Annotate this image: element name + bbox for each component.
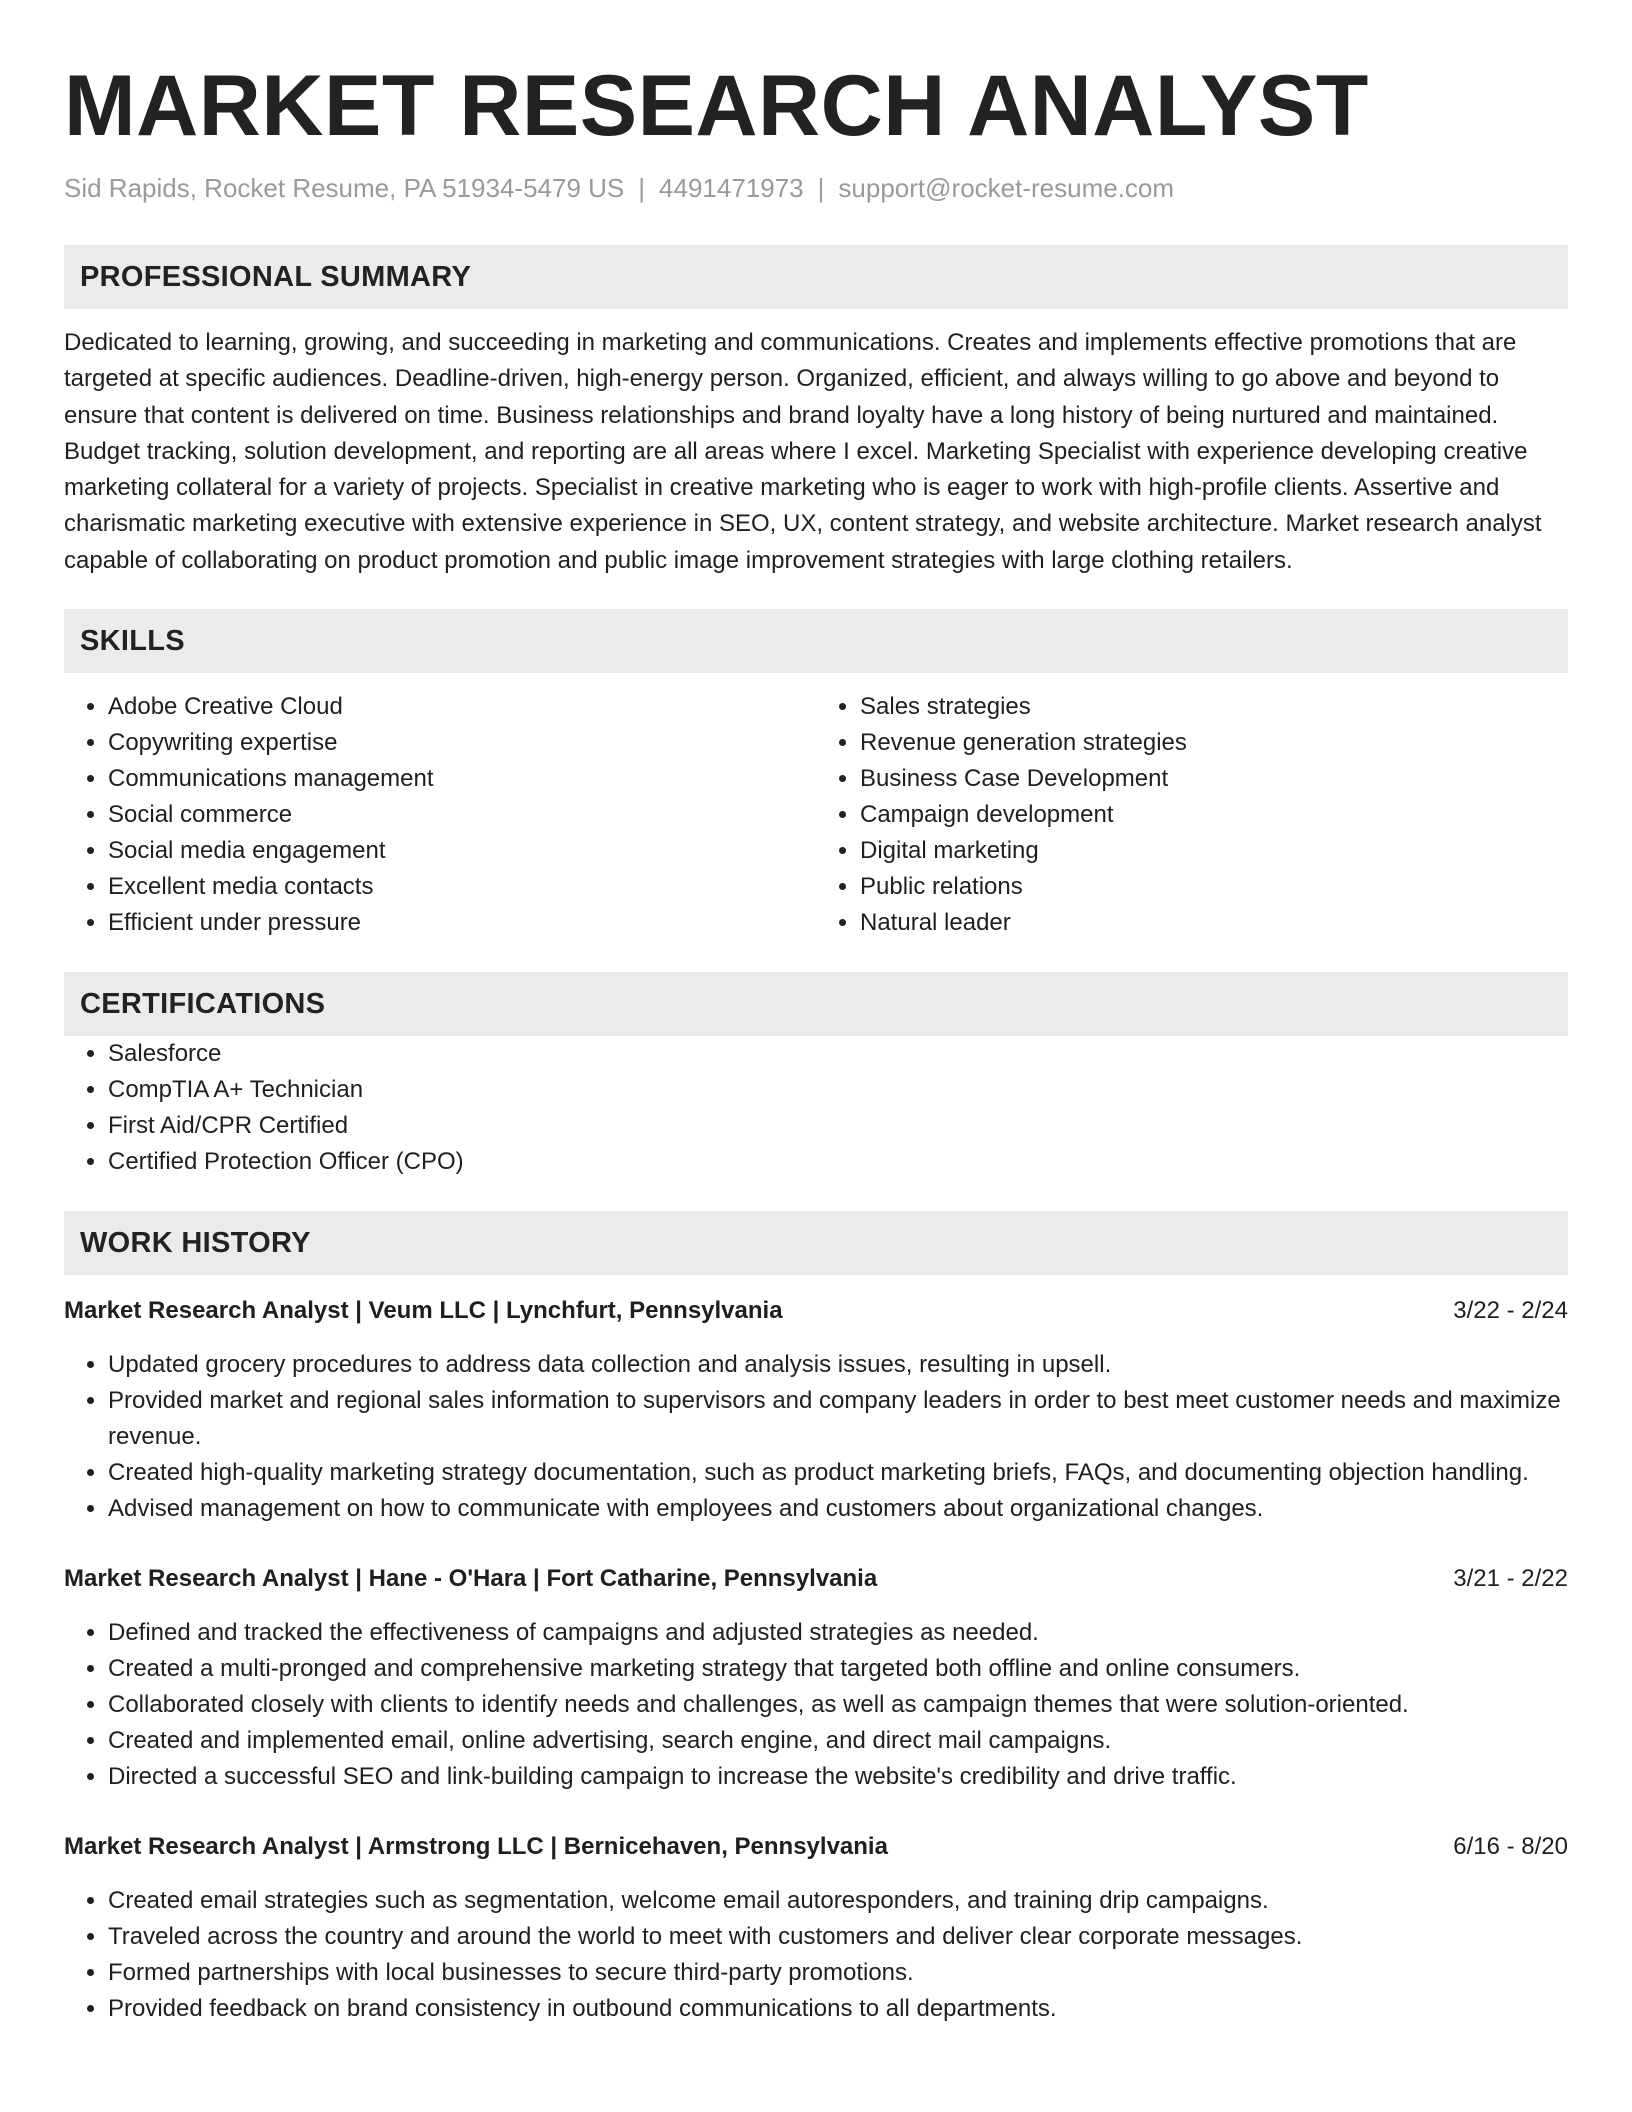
summary-text: Dedicated to learning, growing, and succeeding in marketing and communications. Creates and implements effective promotions that are targeted at specific audiences. Deadline-driven, high-energy person. Organized, efficient, and always willing to go above and beyond to ensure that content is delivered on time. Business relationships and brand loyalty have a long history of being nurtured and maintained. Budget tracking, solution development, and reporting are all areas where I excel. Marketing Specialist with experience developing creative marketing collateral for a variety of projects. Specialist in creative marketing who is eager to work with high-profile clients. Assertive and charismatic marketing executive with extensive experience in SEO, UX, content strategy, and website architecture. Market research analyst capable of collaborating on product promotion and public image improvement strategies with large clothing retailers.: [64, 329, 1542, 574]
skills-list-left: [64, 689, 816, 941]
skills-columns: [64, 689, 1568, 941]
job-bullet: • Provided market and regional sales information to supervisors and company leaders in order to best meet customer needs and maximize revenue.: [108, 1383, 1568, 1455]
contact-phone: 4491471973: [659, 173, 804, 203]
job-bullet: • Advised management on how to communicate with employees and customers about organizational changes.: [108, 1491, 1568, 1527]
job-dates: 3/21 - 2/22: [1453, 1565, 1568, 1593]
resume-page: [64, 0, 1568, 2027]
job-title: Market Research Analyst | Hane - O'Hara | Fort Catharine, Pennsylvania: [64, 1565, 878, 1593]
contact-separator: |: [817, 173, 825, 203]
skill-item: • Copywriting expertise: [108, 725, 816, 761]
contact-address: Sid Rapids, Rocket Resume, PA 51934-5479 US: [64, 173, 625, 203]
job-bullet: • Directed a successful SEO and link-building campaign to increase the website's credibility and drive traffic.: [108, 1759, 1568, 1795]
certification-item: • First Aid/CPR Certified: [108, 1108, 1568, 1144]
contact-line: [64, 170, 1568, 206]
skill-item: • Adobe Creative Cloud: [108, 689, 816, 725]
job-entry: [64, 1561, 1568, 1795]
skill-item: • Efficient under pressure: [108, 905, 816, 941]
job-bullet: • Traveled across the country and around the world to meet with customers and deliver clear corporate messages.: [108, 1919, 1568, 1955]
skill-item: • Natural leader: [860, 905, 1568, 941]
job-title: Market Research Analyst | Armstrong LLC | Bernicehaven, Pennsylvania: [64, 1833, 888, 1861]
skill-item: • Excellent media contacts: [108, 869, 816, 905]
job-bullet: • Defined and tracked the effectiveness of campaigns and adjusted strategies as needed.: [108, 1615, 1568, 1651]
skill-item: • Campaign development: [860, 797, 1568, 833]
job-bullet: • Updated grocery procedures to address data collection and analysis issues, resulting in upsell.: [108, 1347, 1568, 1383]
job-bullet: • Provided feedback on brand consistency in outbound communications to all departments.: [108, 1991, 1568, 2027]
skill-item: • Communications management: [108, 761, 816, 797]
job-bullet: • Created high-quality marketing strategy documentation, such as product marketing briefs, FAQs, and documenting objection handling.: [108, 1455, 1568, 1491]
job-title: Market Research Analyst | Veum LLC | Lynchfurt, Pennsylvania: [64, 1297, 783, 1325]
job-dates: 3/22 - 2/24: [1453, 1297, 1568, 1325]
job-bullets: [64, 1883, 1568, 2027]
certification-item: • CompTIA A+ Technician: [108, 1072, 1568, 1108]
job-header: [64, 1561, 1568, 1597]
job-dates: 6/16 - 8/20: [1453, 1833, 1568, 1861]
skills-list-right: [816, 689, 1568, 941]
contact-separator: |: [638, 173, 646, 203]
job-header: [64, 1829, 1568, 1865]
job-bullet: • Formed partnerships with local businesses to secure third-party promotions.: [108, 1955, 1568, 1991]
certification-item: • Salesforce: [108, 1036, 1568, 1072]
certification-item: • Certified Protection Officer (CPO): [108, 1144, 1568, 1180]
skill-item: • Revenue generation strategies: [860, 725, 1568, 761]
job-bullets: [64, 1615, 1568, 1795]
skill-item: • Social media engagement: [108, 833, 816, 869]
certifications-list: [64, 1036, 1568, 1180]
job-bullets: [64, 1347, 1568, 1527]
resume-name: MARKET RESEARCH ANALYST: [64, 58, 1369, 154]
job-bullet: • Collaborated closely with clients to identify needs and challenges, as well as campaign themes that were solution-oriented.: [108, 1687, 1568, 1723]
job-entry: [64, 1293, 1568, 1527]
job-header: [64, 1293, 1568, 1329]
section-heading-certifications: CERTIFICATIONS: [64, 972, 1568, 1036]
job-bullet: • Created and implemented email, online advertising, search engine, and direct mail campaigns.: [108, 1723, 1568, 1759]
skill-item: • Sales strategies: [860, 689, 1568, 725]
section-heading-skills: SKILLS: [64, 609, 1568, 673]
job-entry: [64, 1829, 1568, 2027]
job-bullet: • Created a multi-pronged and comprehensive marketing strategy that targeted both offline and online consumers.: [108, 1651, 1568, 1687]
section-heading-summary: PROFESSIONAL SUMMARY: [64, 245, 1568, 309]
section-heading-work-history: WORK HISTORY: [64, 1211, 1568, 1275]
contact-email: support@rocket-resume.com: [838, 173, 1175, 203]
skill-item: • Social commerce: [108, 797, 816, 833]
job-bullet: • Created email strategies such as segmentation, welcome email autoresponders, and training drip campaigns.: [108, 1883, 1568, 1919]
skill-item: • Business Case Development: [860, 761, 1568, 797]
skill-item: • Public relations: [860, 869, 1568, 905]
skill-item: • Digital marketing: [860, 833, 1568, 869]
